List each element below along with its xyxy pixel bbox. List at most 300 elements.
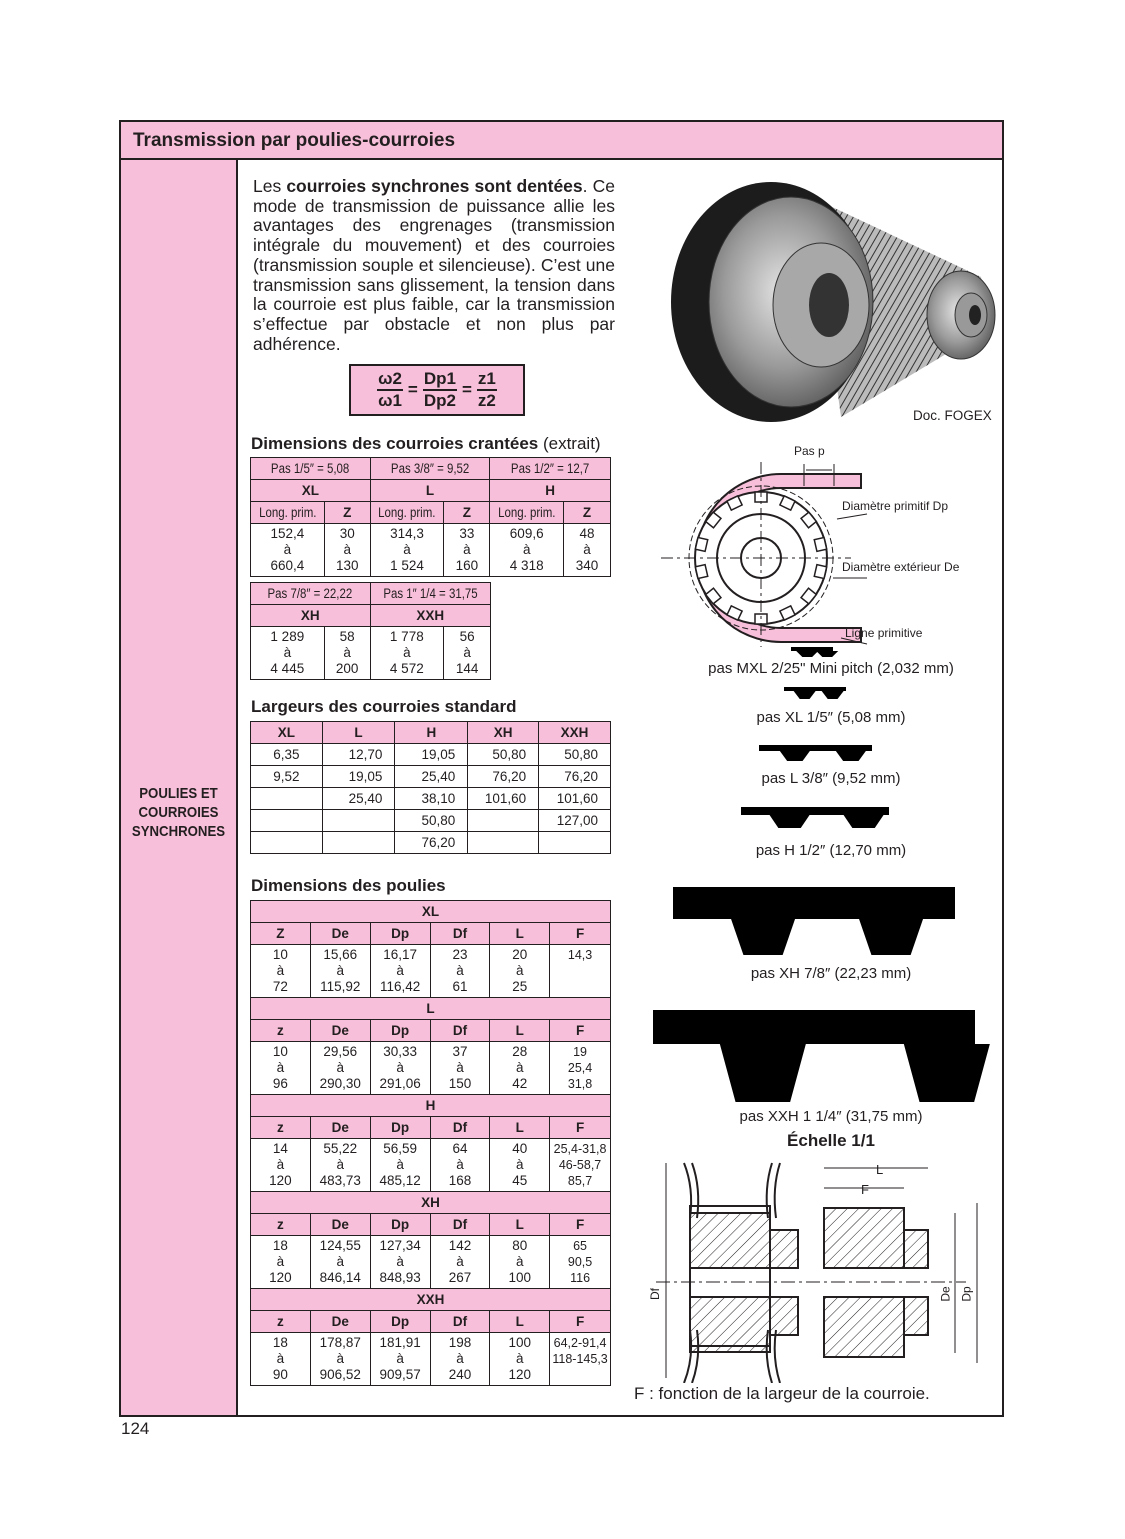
width-cell: 9,52 bbox=[251, 766, 323, 788]
value-line: 120 bbox=[269, 1173, 292, 1188]
value-line: 267 bbox=[448, 1270, 472, 1285]
value-line: 20 bbox=[512, 947, 528, 962]
pulley-col-header: Df bbox=[430, 1117, 490, 1139]
width-cell: 19,05 bbox=[395, 744, 468, 766]
z-range: 58 à 200 bbox=[324, 627, 370, 680]
pulley-col-header: z bbox=[251, 1117, 311, 1139]
pulley-col-header: De bbox=[310, 1214, 370, 1236]
value-line: 42 bbox=[512, 1076, 528, 1091]
value-line: 90 bbox=[272, 1367, 288, 1382]
label-de: De bbox=[938, 1286, 953, 1302]
value-line: à bbox=[336, 1157, 344, 1172]
type-cell: L bbox=[370, 480, 490, 502]
fraction-dp bbox=[423, 369, 457, 411]
pulley-col-header: Z bbox=[251, 923, 311, 945]
pulley-type: XH bbox=[251, 1192, 611, 1214]
pulley-type-row bbox=[251, 1192, 611, 1214]
pulley-value bbox=[370, 1236, 430, 1289]
equals-sign: = bbox=[407, 380, 418, 399]
value-line: 85,7 bbox=[567, 1174, 593, 1188]
length-range: 1 289 à 4 445 bbox=[251, 627, 325, 680]
value-line: 45 bbox=[512, 1173, 528, 1188]
profile-caption-xxh: pas XXH 1 1/4″ (31,75 mm) bbox=[739, 1108, 923, 1125]
fraction-omega bbox=[377, 369, 403, 411]
value-line: à bbox=[396, 1351, 404, 1366]
belt-tooth bbox=[770, 815, 810, 828]
type-cell: H bbox=[490, 480, 611, 502]
value-line: 25 bbox=[512, 979, 528, 994]
value-line: 65 bbox=[573, 1239, 588, 1253]
pulley-value bbox=[310, 1333, 370, 1386]
value-line: 14 bbox=[272, 1141, 288, 1156]
pulley-value bbox=[370, 1139, 430, 1192]
label-l: L bbox=[876, 1162, 884, 1177]
pulley-value bbox=[550, 1139, 611, 1192]
pulley-belt-photo bbox=[661, 177, 1001, 427]
table-row bbox=[251, 766, 611, 788]
col-header: Z bbox=[324, 502, 370, 524]
pitch-cell: Pas 1/2″ = 12,7 bbox=[490, 458, 611, 480]
col-header: Long. prim. bbox=[370, 502, 444, 524]
value-line: 100 bbox=[508, 1270, 531, 1285]
pitch-cell: Pas 1″ 1/4 = 31,75 bbox=[370, 583, 491, 605]
tooth-gap bbox=[814, 565, 826, 579]
width-cell: 50,80 bbox=[539, 744, 611, 766]
value-line: 116 bbox=[570, 1271, 591, 1285]
table-row bbox=[251, 524, 611, 577]
value-line: 29,56 bbox=[323, 1044, 358, 1059]
pulleys-heading: Dimensions des poulies bbox=[251, 876, 446, 895]
width-cell bbox=[468, 810, 539, 832]
value-line: à bbox=[396, 1060, 404, 1075]
pulley-header-row bbox=[251, 1214, 611, 1236]
widths-heading: Largeurs des courroies standard bbox=[251, 697, 517, 716]
value-line: à bbox=[336, 1060, 344, 1075]
type-cell: XH bbox=[251, 605, 371, 627]
type-row bbox=[251, 605, 491, 627]
pulley-col-header: L bbox=[490, 923, 550, 945]
z-range: 30 à 130 bbox=[324, 524, 370, 577]
width-cell: 38,10 bbox=[395, 788, 468, 810]
denominator: ω1 bbox=[378, 391, 402, 410]
pulley-type: XXH bbox=[251, 1289, 611, 1311]
profile-xh bbox=[673, 887, 955, 955]
pulley-value bbox=[550, 1333, 611, 1386]
pulley-col-header: L bbox=[490, 1117, 550, 1139]
widths-col-header: XXH bbox=[539, 722, 611, 744]
photo-credit: Doc. FOGEX bbox=[913, 408, 992, 423]
table-row bbox=[251, 1333, 611, 1386]
widths-table bbox=[250, 721, 611, 854]
pulley-header-row bbox=[251, 923, 611, 945]
pulley-value bbox=[310, 1042, 370, 1095]
value-line: à bbox=[336, 963, 344, 978]
value-line bbox=[550, 1367, 610, 1383]
pulley-header-row bbox=[251, 1117, 611, 1139]
table-row bbox=[251, 1139, 611, 1192]
tooth-gap bbox=[695, 537, 707, 551]
value-line: 124,55 bbox=[319, 1238, 361, 1253]
belt-tooth bbox=[780, 751, 810, 761]
value-line: 72 bbox=[272, 979, 288, 994]
pulley-col-header: L bbox=[490, 1214, 550, 1236]
intro-lead-end: . bbox=[582, 176, 588, 196]
belt-tooth bbox=[796, 651, 818, 657]
profile-caption-l: pas L 3/8″ (9,52 mm) bbox=[761, 770, 901, 787]
label-df: Df bbox=[648, 1288, 662, 1300]
equals-sign: = bbox=[461, 380, 472, 399]
heading-text: Dimensions des courroies crantées bbox=[251, 434, 539, 453]
type-cell: XL bbox=[251, 480, 371, 502]
page-frame bbox=[119, 120, 1004, 1417]
value-line: 100 bbox=[508, 1335, 531, 1350]
value-line: 25,4 bbox=[567, 1061, 593, 1075]
heading-extra: (extrait) bbox=[542, 434, 601, 453]
intro-lead: Les bbox=[253, 176, 287, 196]
pulley-value bbox=[490, 945, 550, 998]
value-line: 10 bbox=[272, 947, 288, 962]
pulley-col-header: De bbox=[310, 923, 370, 945]
pulley-col-header: Df bbox=[430, 1214, 490, 1236]
value-line: 14,3 bbox=[567, 948, 593, 962]
value-line: 178,87 bbox=[319, 1335, 361, 1350]
fraction-z bbox=[477, 369, 497, 411]
value-line: 150 bbox=[448, 1076, 472, 1091]
right-pulley-body bbox=[824, 1208, 904, 1268]
table-row bbox=[251, 832, 611, 854]
profile-h bbox=[741, 807, 889, 828]
type-row bbox=[251, 480, 611, 502]
value-line: à bbox=[515, 963, 524, 978]
page-number: 124 bbox=[121, 1419, 150, 1438]
value-line: 120 bbox=[269, 1270, 292, 1285]
pulley-value bbox=[550, 945, 611, 998]
pulley-col-header: Df bbox=[430, 1311, 490, 1333]
pulley-col-header: z bbox=[251, 1020, 311, 1042]
width-cell bbox=[539, 832, 611, 854]
value-line: à bbox=[456, 1254, 464, 1269]
pulley-col-header: Dp bbox=[370, 923, 430, 945]
table-row bbox=[251, 744, 611, 766]
pulley-dims-table bbox=[250, 900, 611, 1386]
pulley-type-row bbox=[251, 1289, 611, 1311]
value-line: 28 bbox=[512, 1044, 528, 1059]
value-line: 37 bbox=[452, 1044, 468, 1059]
value-line: 15,66 bbox=[323, 947, 358, 962]
width-cell: 76,20 bbox=[468, 766, 539, 788]
value-line: 483,73 bbox=[319, 1173, 361, 1188]
value-line: à bbox=[276, 1351, 285, 1366]
value-line: 142 bbox=[448, 1238, 472, 1253]
value-line: 909,57 bbox=[379, 1367, 421, 1382]
belt-dims-heading bbox=[251, 434, 601, 454]
value-line: 290,30 bbox=[319, 1076, 361, 1091]
pulley-col-header: z bbox=[251, 1214, 311, 1236]
value-line: 25,4-31,8 bbox=[553, 1142, 607, 1156]
profile-mxl bbox=[791, 647, 838, 657]
value-line: 168 bbox=[448, 1173, 472, 1188]
belt-dims-table bbox=[250, 457, 611, 577]
pulley-header-row bbox=[251, 1311, 611, 1333]
pulley-value bbox=[430, 1042, 490, 1095]
pulley-type-row bbox=[251, 901, 611, 923]
pulley-col-header: De bbox=[310, 1117, 370, 1139]
width-cell: 25,40 bbox=[322, 788, 395, 810]
value-line: à bbox=[456, 1351, 464, 1366]
profile-xxh bbox=[653, 1010, 990, 1102]
table-row bbox=[251, 1042, 611, 1095]
pitch-row bbox=[251, 583, 491, 605]
col-header: Z bbox=[564, 502, 611, 524]
belt-tooth bbox=[904, 1044, 990, 1102]
width-cell: 6,35 bbox=[251, 744, 323, 766]
value-line: à bbox=[396, 963, 404, 978]
value-line: 64 bbox=[452, 1141, 468, 1156]
value-line: 116,42 bbox=[379, 979, 421, 994]
label-dp: Dp bbox=[959, 1286, 974, 1302]
pulley-value bbox=[370, 1042, 430, 1095]
belt-tooth bbox=[822, 691, 844, 699]
widths-col-header: XL bbox=[251, 722, 323, 744]
belt-pulley-diagram bbox=[641, 442, 1001, 647]
col-header: Long. prim. bbox=[490, 502, 564, 524]
pulley-header-row bbox=[251, 1020, 611, 1042]
profile-caption-mxl: pas MXL 2/25" Mini pitch (2,032 mm) bbox=[708, 660, 954, 677]
z-range: 48 à 340 bbox=[564, 524, 611, 577]
length-range: 314,3 à 1 524 bbox=[370, 524, 444, 577]
widths-col-header: H bbox=[395, 722, 468, 744]
width-cell: 50,80 bbox=[468, 744, 539, 766]
flange bbox=[684, 1163, 698, 1218]
pulley-col-header: F bbox=[550, 923, 611, 945]
pulley-col-header: L bbox=[490, 1311, 550, 1333]
pulley-type-row bbox=[251, 998, 611, 1020]
profile-l bbox=[759, 745, 872, 761]
tooth-gap bbox=[695, 565, 707, 579]
value-line: à bbox=[336, 1351, 344, 1366]
numerator: ω2 bbox=[377, 369, 403, 391]
belt-tooth bbox=[859, 919, 923, 955]
scale-label: Échelle 1/1 bbox=[787, 1131, 875, 1150]
pulley-value bbox=[490, 1042, 550, 1095]
length-range: 152,4 à 660,4 bbox=[251, 524, 325, 577]
pitch-cell: Pas 7/8″ = 22,22 bbox=[251, 583, 371, 605]
width-cell: 101,60 bbox=[539, 788, 611, 810]
type-cell: XXH bbox=[370, 605, 491, 627]
small-pulley-bore bbox=[969, 305, 981, 325]
value-line: à bbox=[456, 1060, 464, 1075]
value-line: 30,33 bbox=[383, 1044, 418, 1059]
flange bbox=[767, 1163, 780, 1218]
pulley-col-header: De bbox=[310, 1311, 370, 1333]
pulley-value bbox=[251, 1139, 311, 1192]
width-cell: 50,80 bbox=[395, 810, 468, 832]
section-label-line: COURROIES bbox=[138, 804, 219, 821]
pulley-value bbox=[370, 945, 430, 998]
value-line: à bbox=[276, 963, 285, 978]
value-line: à bbox=[396, 1254, 404, 1269]
pulley-value bbox=[490, 1333, 550, 1386]
pulley-value bbox=[430, 1236, 490, 1289]
pulley-value bbox=[251, 1333, 311, 1386]
pulley-value bbox=[490, 1139, 550, 1192]
pulley-col-header: Dp bbox=[370, 1311, 430, 1333]
value-line: 198 bbox=[448, 1335, 472, 1350]
table-row bbox=[251, 810, 611, 832]
pulley-value bbox=[251, 1042, 311, 1095]
table-row bbox=[251, 788, 611, 810]
belt-dims-table-2 bbox=[250, 582, 491, 680]
width-cell bbox=[322, 832, 395, 854]
widths-col-header: XH bbox=[468, 722, 539, 744]
value-line: 61 bbox=[452, 979, 468, 994]
pitch-cell: Pas 3/8″ = 9,52 bbox=[370, 458, 490, 480]
value-line: à bbox=[276, 1060, 285, 1075]
width-cell bbox=[468, 832, 539, 854]
title-bar bbox=[121, 122, 1002, 160]
pulley-value bbox=[310, 1236, 370, 1289]
widths-col-header: L bbox=[322, 722, 395, 744]
col-header: Long. prim. bbox=[251, 502, 325, 524]
width-cell bbox=[322, 810, 395, 832]
pulley-col-header: Dp bbox=[370, 1020, 430, 1042]
value-line: 181,91 bbox=[379, 1335, 421, 1350]
value-line: à bbox=[276, 1157, 285, 1172]
value-line: 291,06 bbox=[379, 1076, 421, 1091]
value-line: à bbox=[276, 1254, 285, 1269]
value-line: 19 bbox=[573, 1045, 588, 1059]
width-cell bbox=[251, 810, 323, 832]
numerator: z1 bbox=[477, 369, 497, 391]
col-header: Z bbox=[444, 502, 490, 524]
profile-caption-xl: pas XL 1/5″ (5,08 mm) bbox=[756, 709, 906, 726]
pulley-section-drawing bbox=[626, 1158, 996, 1383]
pulley-value bbox=[550, 1042, 611, 1095]
value-line: 90,5 bbox=[567, 1255, 593, 1269]
pulley-col-header: F bbox=[550, 1214, 611, 1236]
denominator: z2 bbox=[477, 391, 496, 410]
column-header-row bbox=[251, 502, 611, 524]
intro-paragraph bbox=[253, 177, 615, 354]
page-title: Transmission par poulies-courroies bbox=[133, 130, 456, 151]
pulley-col-header: Df bbox=[430, 923, 490, 945]
large-pulley-bore bbox=[809, 273, 849, 337]
value-line: à bbox=[396, 1157, 404, 1172]
pulley-type: XL bbox=[251, 901, 611, 923]
width-cell: 19,05 bbox=[322, 766, 395, 788]
z-range: 56 à 144 bbox=[444, 627, 491, 680]
value-line: à bbox=[456, 1157, 464, 1172]
de-label: Diamètre extérieur De bbox=[842, 560, 960, 574]
value-line: 127,34 bbox=[379, 1238, 421, 1253]
pulley-value bbox=[430, 945, 490, 998]
value-line bbox=[550, 979, 610, 995]
pulley-col-header: F bbox=[550, 1117, 611, 1139]
numerator: Dp1 bbox=[423, 369, 457, 391]
value-line: 120 bbox=[508, 1367, 531, 1382]
pulley-value bbox=[430, 1333, 490, 1386]
pitch-row bbox=[251, 458, 611, 480]
value-line: à bbox=[515, 1060, 524, 1075]
width-cell: 25,40 bbox=[395, 766, 468, 788]
value-line: 31,8 bbox=[567, 1077, 593, 1091]
value-line: à bbox=[515, 1157, 524, 1172]
length-range: 609,6 à 4 318 bbox=[490, 524, 564, 577]
pulley-type: H bbox=[251, 1095, 611, 1117]
z-range: 33 à 160 bbox=[444, 524, 490, 577]
pulley-col-header: L bbox=[490, 1020, 550, 1042]
value-line: 55,22 bbox=[323, 1141, 358, 1156]
section-label bbox=[128, 784, 229, 841]
dp-label: Diamètre primitif Dp bbox=[842, 499, 949, 513]
pulley-value bbox=[310, 1139, 370, 1192]
value-line: 10 bbox=[272, 1044, 288, 1059]
width-cell bbox=[251, 832, 323, 854]
value-line: 846,14 bbox=[319, 1270, 361, 1285]
value-line: 96 bbox=[272, 1076, 288, 1091]
pulley-col-header: Df bbox=[430, 1020, 490, 1042]
widths-header-row bbox=[251, 722, 611, 744]
value-line: 906,52 bbox=[319, 1367, 361, 1382]
width-cell: 127,00 bbox=[539, 810, 611, 832]
value-line: 485,12 bbox=[379, 1173, 421, 1188]
ligne-label: Ligne primitive bbox=[845, 626, 923, 640]
value-line: à bbox=[456, 963, 464, 978]
pulley-value bbox=[490, 1236, 550, 1289]
sidebar bbox=[121, 160, 238, 1415]
denominator: Dp2 bbox=[423, 391, 456, 410]
label-f: F bbox=[861, 1182, 869, 1197]
profile-xl bbox=[784, 687, 846, 699]
pulley-type: L bbox=[251, 998, 611, 1020]
pulley-col-header: Dp bbox=[370, 1214, 430, 1236]
value-line: 118-145,3 bbox=[552, 1352, 608, 1366]
pulley-value bbox=[310, 945, 370, 998]
width-cell bbox=[251, 788, 323, 810]
width-cell: 101,60 bbox=[468, 788, 539, 810]
section-label-line: POULIES ET bbox=[139, 785, 218, 802]
value-line: 115,92 bbox=[320, 979, 361, 994]
value-line: 240 bbox=[448, 1367, 472, 1382]
belt-tooth bbox=[816, 651, 838, 657]
pulley-value bbox=[251, 945, 311, 998]
table-row bbox=[251, 945, 611, 998]
value-line: 848,93 bbox=[379, 1270, 421, 1285]
section-label-line: SYNCHRONES bbox=[131, 823, 226, 840]
value-line: à bbox=[515, 1351, 524, 1366]
pulley-value bbox=[370, 1333, 430, 1386]
value-line: à bbox=[515, 1254, 524, 1269]
belt-tooth bbox=[731, 919, 795, 955]
pulley-value bbox=[251, 1236, 311, 1289]
value-line: 46-58,7 bbox=[558, 1158, 602, 1172]
width-cell: 76,20 bbox=[539, 766, 611, 788]
value-line: 18 bbox=[272, 1335, 288, 1350]
belt-tooth bbox=[720, 1044, 806, 1102]
width-cell: 12,70 bbox=[322, 744, 395, 766]
belt-tooth bbox=[836, 751, 866, 761]
value-line: à bbox=[336, 1254, 344, 1269]
width-cell: 76,20 bbox=[395, 832, 468, 854]
ratio-formula bbox=[349, 364, 525, 416]
value-line: 18 bbox=[272, 1238, 288, 1253]
pulley-col-header: F bbox=[550, 1020, 611, 1042]
value-line bbox=[550, 963, 610, 979]
value-line: 80 bbox=[512, 1238, 528, 1253]
belt-tooth bbox=[844, 815, 884, 828]
widths-body bbox=[251, 744, 611, 854]
pulley-value bbox=[550, 1236, 611, 1289]
